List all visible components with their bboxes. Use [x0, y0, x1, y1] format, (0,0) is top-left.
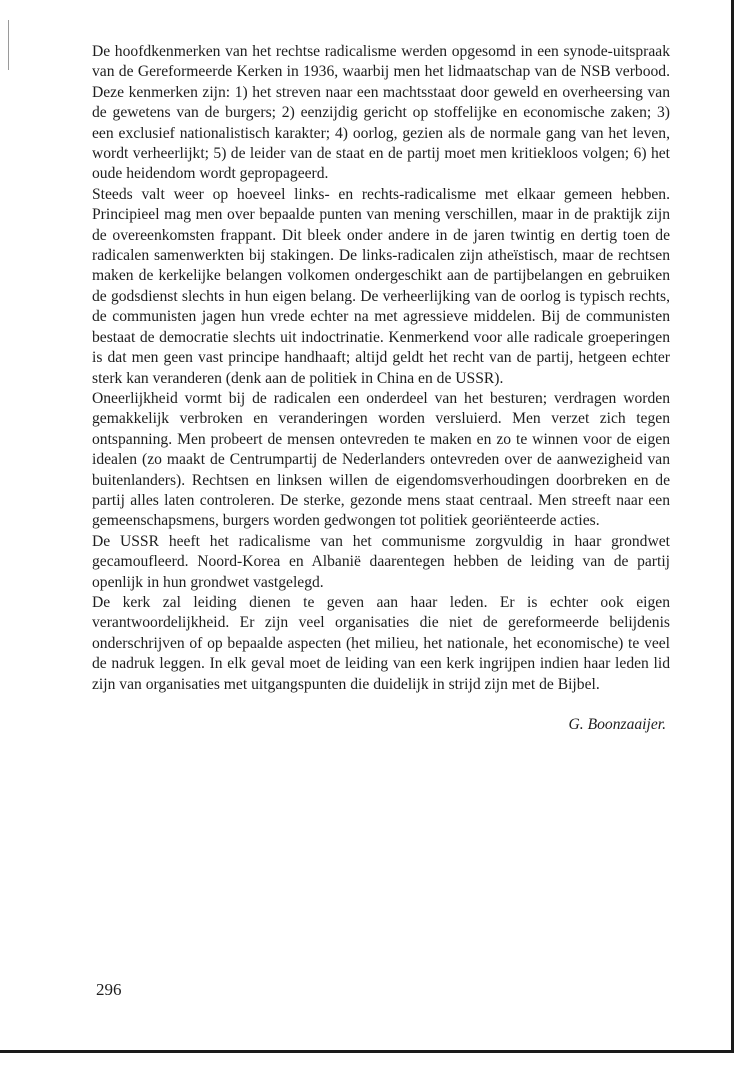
paragraph-characteristics: De hoofdkenmerken van het rechtse radicalisme werden opgesomd in een synode-uitspraak van de Gereformeerde Kerken in 1936, waarbij men het lidmaatschap van de NSB verbood. Deze kenmerken zijn: 1) het streven naar een machtsstaat door geweld en overheersing van de gewetens van de burgers; 2) eenzijdig gericht op stoffelijke en economische zaken; 3) een exclusief nationalistisch karakter; 4) oorlog, gezien als de normale gang van het leven, wordt verheerlijkt; 5) de leider van de staat en de partij moet men kritiekloos volgen; 6) het oude heidendom wordt gepropageerd.	[92, 43, 670, 183]
page-number: 296	[96, 980, 122, 999]
paragraph-dishonesty: Oneerlijkheid vormt bij de radicalen een onderdeel van het besturen; verdragen worden gemakkelijk verbroken en veranderingen worden versluierd. Men verzet zich tegen ontspanning. Men probeert de mensen ontevreden te maken en zo te winnen voor de eigen idealen (zo maakt de Centrumpartij de Nederlanders ontevreden over de aanwezigheid van buitenlanders). Rechtsen en linksen willen de eigendomsverhoudingen doorbreken en de partij alles laten controleren. De sterke, gezonde mens staat centraal. Men streeft naar een gemeenschapsmens, burgers worden gedwongen tot politiek georiënteerde acties.	[92, 389, 670, 530]
paragraph-church-leadership: De kerk zal leiding dienen te geven aan haar leden. Er is echter ook eigen verantwoordelijkheid. Er zijn veel organisaties die niet de gereformeerde belijdenis onderschrijven of op bepaalde aspecten (het milieu, het nationale, het economische) te veel de nadruk leggen. In elk geval moet de leiding van een kerk ingrijpen indien haar leden lid zijn van organisaties met uitgangspunten die duidelijk in strijd zijn met de Bijbel.	[92, 593, 670, 693]
author-signature: G. Boonzaaijer.	[568, 716, 666, 733]
scan-edge-mark	[8, 20, 9, 70]
paragraph-constitution: De USSR heeft het radicalisme van het communisme zorgvuldig in haar grondwet gecamoufleerd. Noord-Korea en Albanië daarentegen hebben de leiding van de partij openlijk in hun grondwet vastgelegd.	[92, 532, 670, 591]
page-border-bottom	[0, 1050, 734, 1053]
paragraph-left-right-comparison: Steeds valt weer op hoeveel links- en rechts-radicalisme met elkaar gemeen hebben. Principieel mag men over bepaalde punten van mening verschillen, maar in de praktijk zijn de overeenkomsten frappant. Dit bleek onder andere in de jaren twintig en dertig toen de radicalen samenwerkten bij stakingen. De links-radicalen zijn atheïstisch, maar de rechtsen maken de kerkelijke belangen volkomen ondergeschikt aan de partijbelangen en gebruiken de godsdienst slechts in hun eigen belang. De verheerlijking van de oorlog is typisch rechts, de communisten jagen hun vrede echter na met agressieve middelen. Bij de communisten bestaat de democratie slechts uit indoctrinatie. Kenmerkend voor alle radicale groeperingen is dat men geen vast principe handhaaft; altijd geldt het recht van de partij, hetgeen echter sterk kan veranderen (denk aan de politiek in China en de USSR).	[92, 185, 670, 387]
article-body	[92, 42, 670, 735]
page-border-right	[731, 0, 734, 1052]
